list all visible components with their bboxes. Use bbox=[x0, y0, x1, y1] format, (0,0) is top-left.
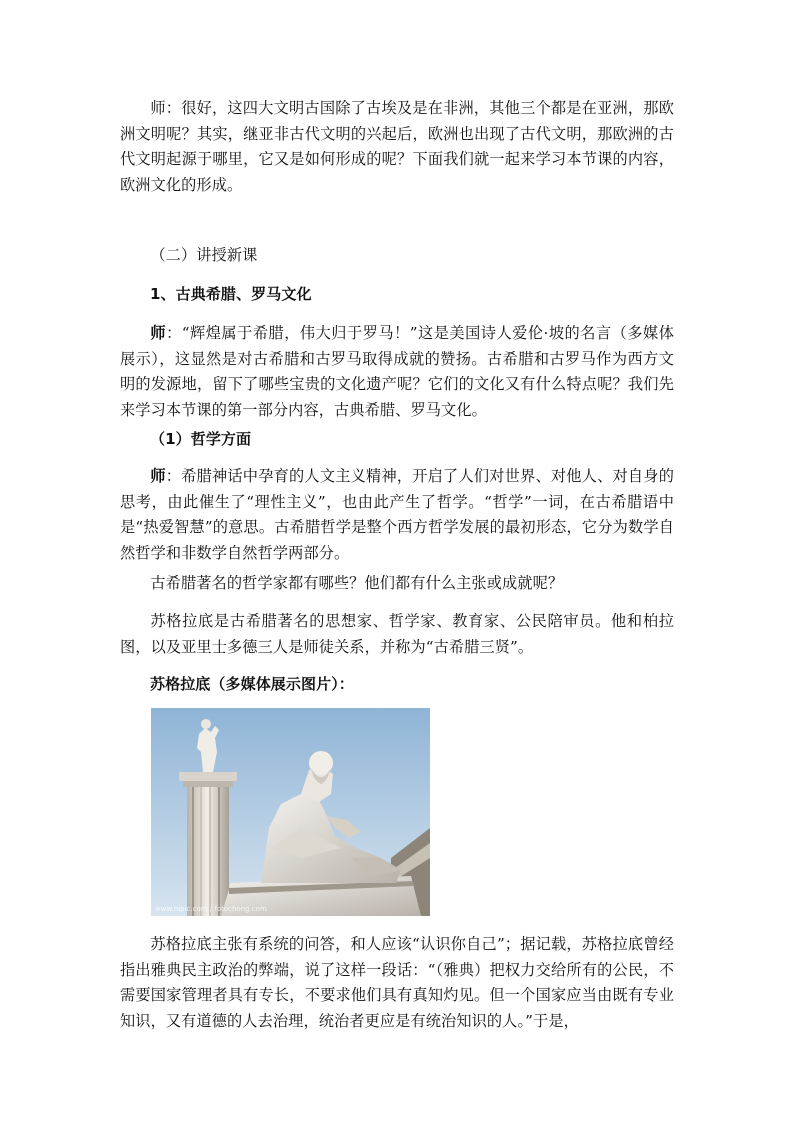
statue-illustration bbox=[151, 708, 430, 916]
speaker-label: 师 bbox=[150, 324, 167, 342]
paragraph-poe-quote bbox=[120, 321, 674, 423]
section-title: （二）讲授新课 bbox=[150, 246, 258, 264]
paragraph-intro bbox=[120, 96, 674, 198]
heading-greek-roman-culture: 1、古典希腊、罗马文化 bbox=[150, 285, 312, 303]
speaker-label: 师 bbox=[150, 99, 166, 117]
heading-philosophy: （1）哲学方面 bbox=[150, 430, 252, 448]
paragraph-text: ：很好，这四大文明古国除了古埃及是在非洲，其他三个都是在亚洲，那欧洲文明呢？其实，继亚非古代文明的兴起后，欧洲也出现了古代文明，那欧洲的古代文明起源于哪里，它又是如何形成的呢？下面我们就一起来学习本节课的内容，欧洲文化的形成。 bbox=[120, 99, 674, 194]
paragraph-socrates-view: 苏格拉底主张有系统的问答，和人应该“认识你自己”；据记载，苏格拉底曾经指出雅典民主政治的弊端，说了这样一段话：“（雅典）把权力交给所有的公民，不需要国家管理者具有专长，不要求他们具有真知灼见。但一个国家应当由既有专业知识，又有道德的人去治理，统治者更应是有统治知识的人。”于是， bbox=[120, 935, 674, 1030]
heading-socrates-image: 苏格拉底（多媒体展示图片）： bbox=[150, 675, 354, 693]
paragraph-socrates-intro: 苏格拉底是古希腊著名的思想家、哲学家、教育家、公民陪审员。他和柏拉图，以及亚里士多德三人是师徒关系，并称为“古希腊三贤”。 bbox=[120, 612, 674, 656]
paragraph-text: ：“辉煌属于希腊，伟大归于罗马！”这是美国诗人爱伦·坡的名言（多媒体展示），这显然是对古希腊和古罗马取得成就的赞扬。古希腊和古罗马作为西方文明的发源地，留下了哪些宝贵的文化遗产呢？它们的文化又有什么特点呢？我们先来学习本节课的第一部分内容，古典希腊、罗马文化。 bbox=[120, 324, 674, 419]
socrates-statue-photo bbox=[151, 708, 430, 916]
photo-watermark: www.nipic.com / fotochong.com bbox=[155, 905, 267, 913]
speaker-label: 师 bbox=[150, 467, 166, 485]
paragraph-text: ：希腊神话中孕育的人文主义精神，开启了人们对世界、对他人、对自身的思考，由此催生了“理性主义”，也由此产生了哲学。“哲学”一词，在古希腊语中是“热爱智慧”的意思。古希腊哲学是整个西方哲学发展的最初形态，它分为数学自然哲学和非数学自然哲学两部分。 bbox=[120, 467, 674, 562]
paragraph-philosophy-intro bbox=[120, 464, 674, 566]
paragraph-question: 古希腊著名的哲学家都有哪些？他们都有什么主张或成就呢？ bbox=[150, 574, 564, 592]
